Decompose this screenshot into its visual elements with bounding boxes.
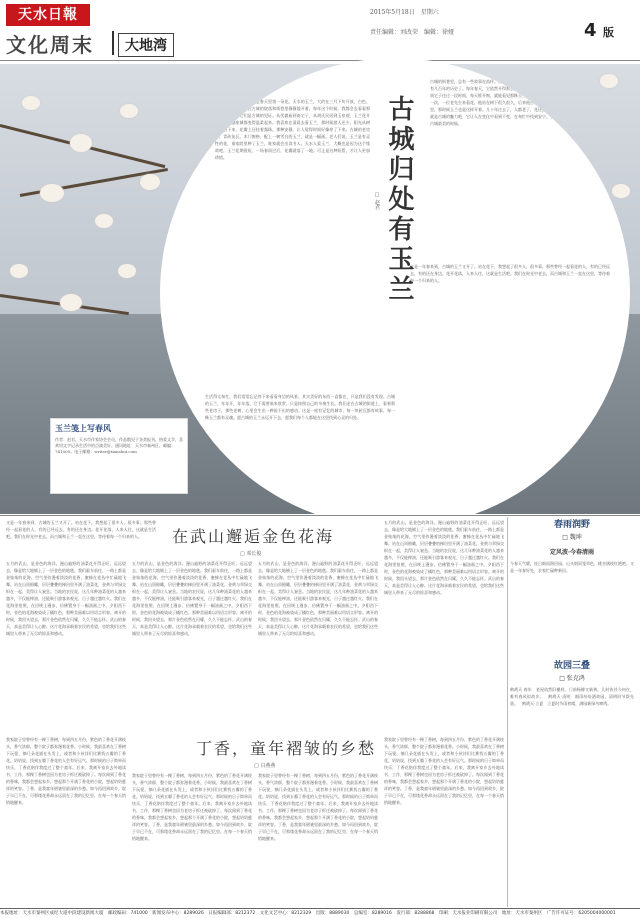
article3-body-col2: 我家院子里曾经有一棵丁香树，每到四五月份，紫色的丁香花开满枝头，香气浓郁，整个院子都弥漫着花香。小时候，我最喜欢在丁香树下玩耍，摘几朵花插在头发上，或者和小伙伴们比赛找五瓣的丁香花。奶奶说，找到五瓣丁香花的人会有好运气。那时候的日子简单而快乐，丁香花陪伴我度过了整个童年。后来，我离开家乡去外地读书、工作，那棵丁香树也因为老房子拆迁被砍掉了。每次闻到丁香花的香味，我都会想起家乡，想起那个开满丁香花的小院，想起奶奶慈祥的笑容。丁香，是我童年褶皱里最深的乡愁。如今再回到故乡，院子早已不在，可那缕花香却永远留在了我的记忆里，在每一个春天悄悄地醒来。 [132,773,252,841]
magnolia-blossom [22,96,40,110]
sidebar-heading2: 故园三叠 [553,661,590,671]
card-text: 作者：赵君，天水市作家协会会员，作品散见于各类报刊。热爱文学，喜欢用文字记录生活中的点滴美好。通讯地址：天水市秦州区。邮编：741000。电子邮箱：writer@tianshui.com [55,437,183,454]
magnolia-blossom [95,214,113,228]
article3-body-col3: 我家院子里曾经有一棵丁香树，每到四五月份，紫色的丁香花开满枝头，香气浓郁，整个院子都弥漫着花香。小时候，我最喜欢在丁香树下玩耍，摘几朵花插在头发上，或者和小伙伴们比赛找五瓣的丁香花。奶奶说，找到五瓣丁香花的人会有好运气。那时候的日子简单而快乐，丁香花陪伴我度过了整个童年。后来，我离开家乡去外地读书、工作，那棵丁香树也因为老房子拆迁被砍掉了。每次闻到丁香花的香味，我都会想起家乡，想起那个开满丁香花的小院，想起奶奶慈祥的笑容。丁香，是我童年褶皱里最深的乡愁。如今再回到故乡，院子早已不在，可那缕花香却永远留在了我的记忆里，在每一个春天悄悄地醒来。 [258,773,378,841]
magnolia-blossom [118,264,136,278]
masthead-divider [112,31,114,55]
footer-info: 本报地址：天水市秦州区成纪大道中段建设新闻大厦 邮政编码：741000 新闻发布中心：8289026 日报编辑部：8212372 文化文艺中心：8212329 出版：8889030 总编室：8289016 发行部：8288868 印刷：天水报业印刷有限公司 地址：天水市秦州区 广告许可证号：6205004000001 [0,908,640,918]
article2-author: □ 邓长俊 [240,551,262,557]
top-rule [0,60,640,61]
feature-title: 古城归处有玉兰 [384,95,414,305]
article1-continued: 又是一年春来到，古城的玉兰又开了。站在花下，我想起了很多人，很多事。那些曾经一起看花的人，有的已经远去，有的还在身边。花开花落，人来人往，这就是生活吧。我们在时光中老去，而古城和玉兰一直在这里，等待着每一个归来的人。 [6,520,156,539]
sidebar-poem2: 鹧鸪天·春年 老屋依然旧模样，门前杨柳又新黄。儿时伙伴今何在，唯有春风似故乡。 鹧鸪天·清明 细雨纷纷洒故园，清明时节祭先贤。 鹧鸪天·立夏 立夏时节雨初晴，满园新绿鸟啼鸣。 [510,687,634,706]
feature-author: □ 赵君 [374,192,380,210]
newspaper-logo: 天水日報 [6,4,90,26]
issue-date: 2015年5月18日 星期六 [370,9,439,16]
editor-credits: 责任编辑：刘改荣 编辑：徐娅 [370,29,455,36]
sidebar-subtitle: 定风波·今春清雨 [549,549,595,556]
magnolia-blossom [140,174,160,190]
author-card [50,418,188,494]
article2-body-col2: 五月的武山，是金色的海洋。漫山遍野的油菜花开得正旺，远远望去，像是给大地铺上了一层金色的地毯。我们驱车前往，一路上都是金灿灿的花海。空气里弥漫着淡淡的花香，蜜蜂在花丛中忙碌地飞舞。站在山顶俯瞰，层层叠叠的梯田里开满了油菜花，金黄与翠绿交织在一起，美得让人窒息。当地的农民说，这几年种油菜花的人越来越多，不仅能榨油，还能吸引游客来观光，日子越过越红火。我们在花海里拍照，在田埂上漫步，仿佛置身于一幅油画之中。夕阳西下时，金色的花海被染成了橘红色，那种美丽难以用语言形容。离开的时候，我回头望去，那片金色依然在闪耀，久久不能忘怀。武山的春天，真是美得让人心醉。这片花海承载着农民的希望，也给我们这些城里人带来了无尽的惊喜和感动。 [132,561,252,636]
magnolia-blossom [40,184,64,202]
sidebar-author: □ 魏坤 [562,534,582,541]
magnolia-blossom [60,294,82,311]
feature-body-col1: 玉兰，很多人都认为它是春天里第一朵花。天水的玉兰，大约在三月下旬开放，白色、紫色，一树一树，在古城的院落和街巷里静静地开着。每年这个时候，我都会去看看那几株老玉兰，它们是古城的见证。从伏羲庙到南宅子，从胡氏民居到玉泉观，玉兰花开的时候，整座城都变得温柔起来。我喜欢在清晨去看玉兰，那时候游人还少，阳光从树枝间洒下来，花瓣上还挂着露珠。那种安静，让人觉得时间好像停了下来。古城的老房子，青砖灰瓦，木门窗格，配上一树雪白的玉兰，就是一幅画。老人们说，玉兰是有灵性的花，谁家院里种了玉兰，谁家就会出读书人。天水人爱玉兰，大概也是因为这个缘故吧。玉兰花期很短，一场春雨过后，花瓣就落了一地。可正是这种短暂，才让人更加珍惜。 [215,99,370,160]
sidebar-author2: □ 张克鸿 [559,675,585,682]
sidebar-title: 春雨润野 [553,520,590,530]
magnolia-blossom [600,74,618,88]
page-number: 4 [584,20,597,41]
feature-body-col2: 古城的街巷里，总有一些故事在流传。南宅子的玉兰，据说是明代的主人亲手种下的，已经有几百年的历史了。每年春天，它依然开得那么繁盛，像是在诉说着过去的岁月。我曾经在南宅子住过一段时间，每天推开窗，就能看见那株玉兰。花开的时候，满院子都是清香。有一次，一位老先生来看花，他站在树下很久很久，后来他告诉我，他小时候就住在这个院子里，那时候玉兰也是这样开着。几十年过去了，人都老了，花还是那样年轻。我想，这大概就是古城的魅力吧，它让人在变化中看到不变，在匆忙中找到安宁。玉兰花开的时候，也是古城最美的时候。 [430,79,590,126]
article3-title: 丁香，童年褶皱的乡愁 [196,739,377,758]
feature-body-col4: 又是一年春来到，古城的玉兰又开了。站在花下，我想起了很多人，很多事。那些曾经一起看花的人，有的已经远去，有的还在身边。花开花落，人来人往，这就是生活吧。我们在时光中老去，而古城和玉兰一直在这里，等待着每一个归来的人。 [410,264,610,283]
card-title: 玉兰笺上写春风 [55,423,111,433]
article3-body-col4: 我家院子里曾经有一棵丁香树，每到四五月份，紫色的丁香花开满枝头，香气浓郁，整个院子都弥漫着花香。小时候，我最喜欢在丁香树下玩耍，摘几朵花插在头发上，或者和小伙伴们比赛找五瓣的丁香花。奶奶说，找到五瓣丁香花的人会有好运气。那时候的日子简单而快乐，丁香花陪伴我度过了整个童年。后来，我离开家乡去外地读书、工作，那棵丁香树也因为老房子拆迁被砍掉了。每次闻到丁香花的香味，我都会想起家乡，想起那个开满丁香花的小院，想起奶奶慈祥的笑容。丁香，是我童年褶皱里最深的乡愁。如今再回到故乡，院子早已不在，可那缕花香却永远留在了我的记忆里，在每一个春天悄悄地醒来。 [384,737,504,805]
article3-author: □ 白燕燕 [254,763,276,769]
page-suffix: 版 [603,26,614,39]
article2-body-col1: 五月的武山，是金色的海洋。漫山遍野的油菜花开得正旺，远远望去，像是给大地铺上了一层金色的地毯。我们驱车前往，一路上都是金灿灿的花海。空气里弥漫着淡淡的花香，蜜蜂在花丛中忙碌地飞舞。站在山顶俯瞰，层层叠叠的梯田里开满了油菜花，金黄与翠绿交织在一起，美得让人窒息。当地的农民说，这几年种油菜花的人越来越多，不仅能榨油，还能吸引游客来观光，日子越过越红火。我们在花海里拍照，在田埂上漫步，仿佛置身于一幅油画之中。夕阳西下时，金色的花海被染成了橘红色，那种美丽难以用语言形容。离开的时候，我回头望去，那片金色依然在闪耀，久久不能忘怀。武山的春天，真是美得让人心醉。这片花海承载着农民的希望，也给我们这些城里人带来了无尽的惊喜和感动。 [6,561,126,636]
article2-body-col4: 五月的武山，是金色的海洋。漫山遍野的油菜花开得正旺，远远望去，像是给大地铺上了一层金色的地毯。我们驱车前往，一路上都是金灿灿的花海。空气里弥漫着淡淡的花香，蜜蜂在花丛中忙碌地飞舞。站在山顶俯瞰，层层叠叠的梯田里开满了油菜花，金黄与翠绿交织在一起，美得让人窒息。当地的农民说，这几年种油菜花的人越来越多，不仅能榨油，还能吸引游客来观光，日子越过越红火。我们在花海里拍照，在田埂上漫步，仿佛置身于一幅油画之中。夕阳西下时，金色的花海被染成了橘红色，那种美丽难以用语言形容。离开的时候，我回头望去，那片金色依然在闪耀，久久不能忘怀。武山的春天，真是美得让人心醉。这片花海承载着农民的希望，也给我们这些城里人带来了无尽的惊喜和感动。 [384,520,504,595]
magnolia-blossom [120,104,138,118]
magnolia-blossom [612,184,630,198]
feature-body-col3: 生活得太匆忙，我们常常忘记停下来看看身边的风景。其实美好的东西一直都在，只是我们没有发现。古城的玉兰，年年开，年年落，它不需要谁来欣赏，只是按照自己的节奏生长。我们走在古城的街道上，看着那些老房子，那些老树，心里会生出一种说不出的感动。这是一座有记忆的城市，每一块砖瓦都有故事，每一株玉兰都有灵魂。愿古城的玉兰永远开下去，愿我们每个人都能在这里找到心灵的归处。 [205,394,395,420]
article2-title: 在武山邂逅金色花海 [172,527,335,546]
article2-body-col3: 五月的武山，是金色的海洋。漫山遍野的油菜花开得正旺，远远望去，像是给大地铺上了一层金色的地毯。我们驱车前往，一路上都是金灿灿的花海。空气里弥漫着淡淡的花香，蜜蜂在花丛中忙碌地飞舞。站在山顶俯瞰，层层叠叠的梯田里开满了油菜花，金黄与翠绿交织在一起，美得让人窒息。当地的农民说，这几年种油菜花的人越来越多，不仅能榨油，还能吸引游客来观光，日子越过越红火。我们在花海里拍照，在田埂上漫步，仿佛置身于一幅油画之中。夕阳西下时，金色的花海被染成了橘红色，那种美丽难以用语言形容。离开的时候，我回头望去，那片金色依然在闪耀，久久不能忘怀。武山的春天，真是美得让人心醉。这片花海承载着农民的希望，也给我们这些城里人带来了无尽的惊喜和感动。 [258,561,378,636]
magnolia-blossom [70,134,92,152]
section-title: 文化周末 [6,33,94,57]
magnolia-blossom [10,264,28,278]
section-rule [0,515,640,516]
column-divider [507,517,508,907]
section-subtitle: 大地湾 [118,33,174,57]
sidebar-poem1: 今春天气暖，连日细雨润田园。山头烟雨笼翠色，桃杏满枝红艳艳。又是一年春好处，农家忙碌种新田。 [510,561,634,573]
poetry-sidebar [510,517,634,909]
article3-body-col1: 我家院子里曾经有一棵丁香树，每到四五月份，紫色的丁香花开满枝头，香气浓郁，整个院子都弥漫着花香。小时候，我最喜欢在丁香树下玩耍，摘几朵花插在头发上，或者和小伙伴们比赛找五瓣的丁香花。奶奶说，找到五瓣丁香花的人会有好运气。那时候的日子简单而快乐，丁香花陪伴我度过了整个童年。后来，我离开家乡去外地读书、工作，那棵丁香树也因为老房子拆迁被砍掉了。每次闻到丁香花的香味，我都会想起家乡，想起那个开满丁香花的小院，想起奶奶慈祥的笑容。丁香，是我童年褶皱里最深的乡愁。如今再回到故乡，院子早已不在，可那缕花香却永远留在了我的记忆里，在每一个春天悄悄地醒来。 [6,737,126,805]
